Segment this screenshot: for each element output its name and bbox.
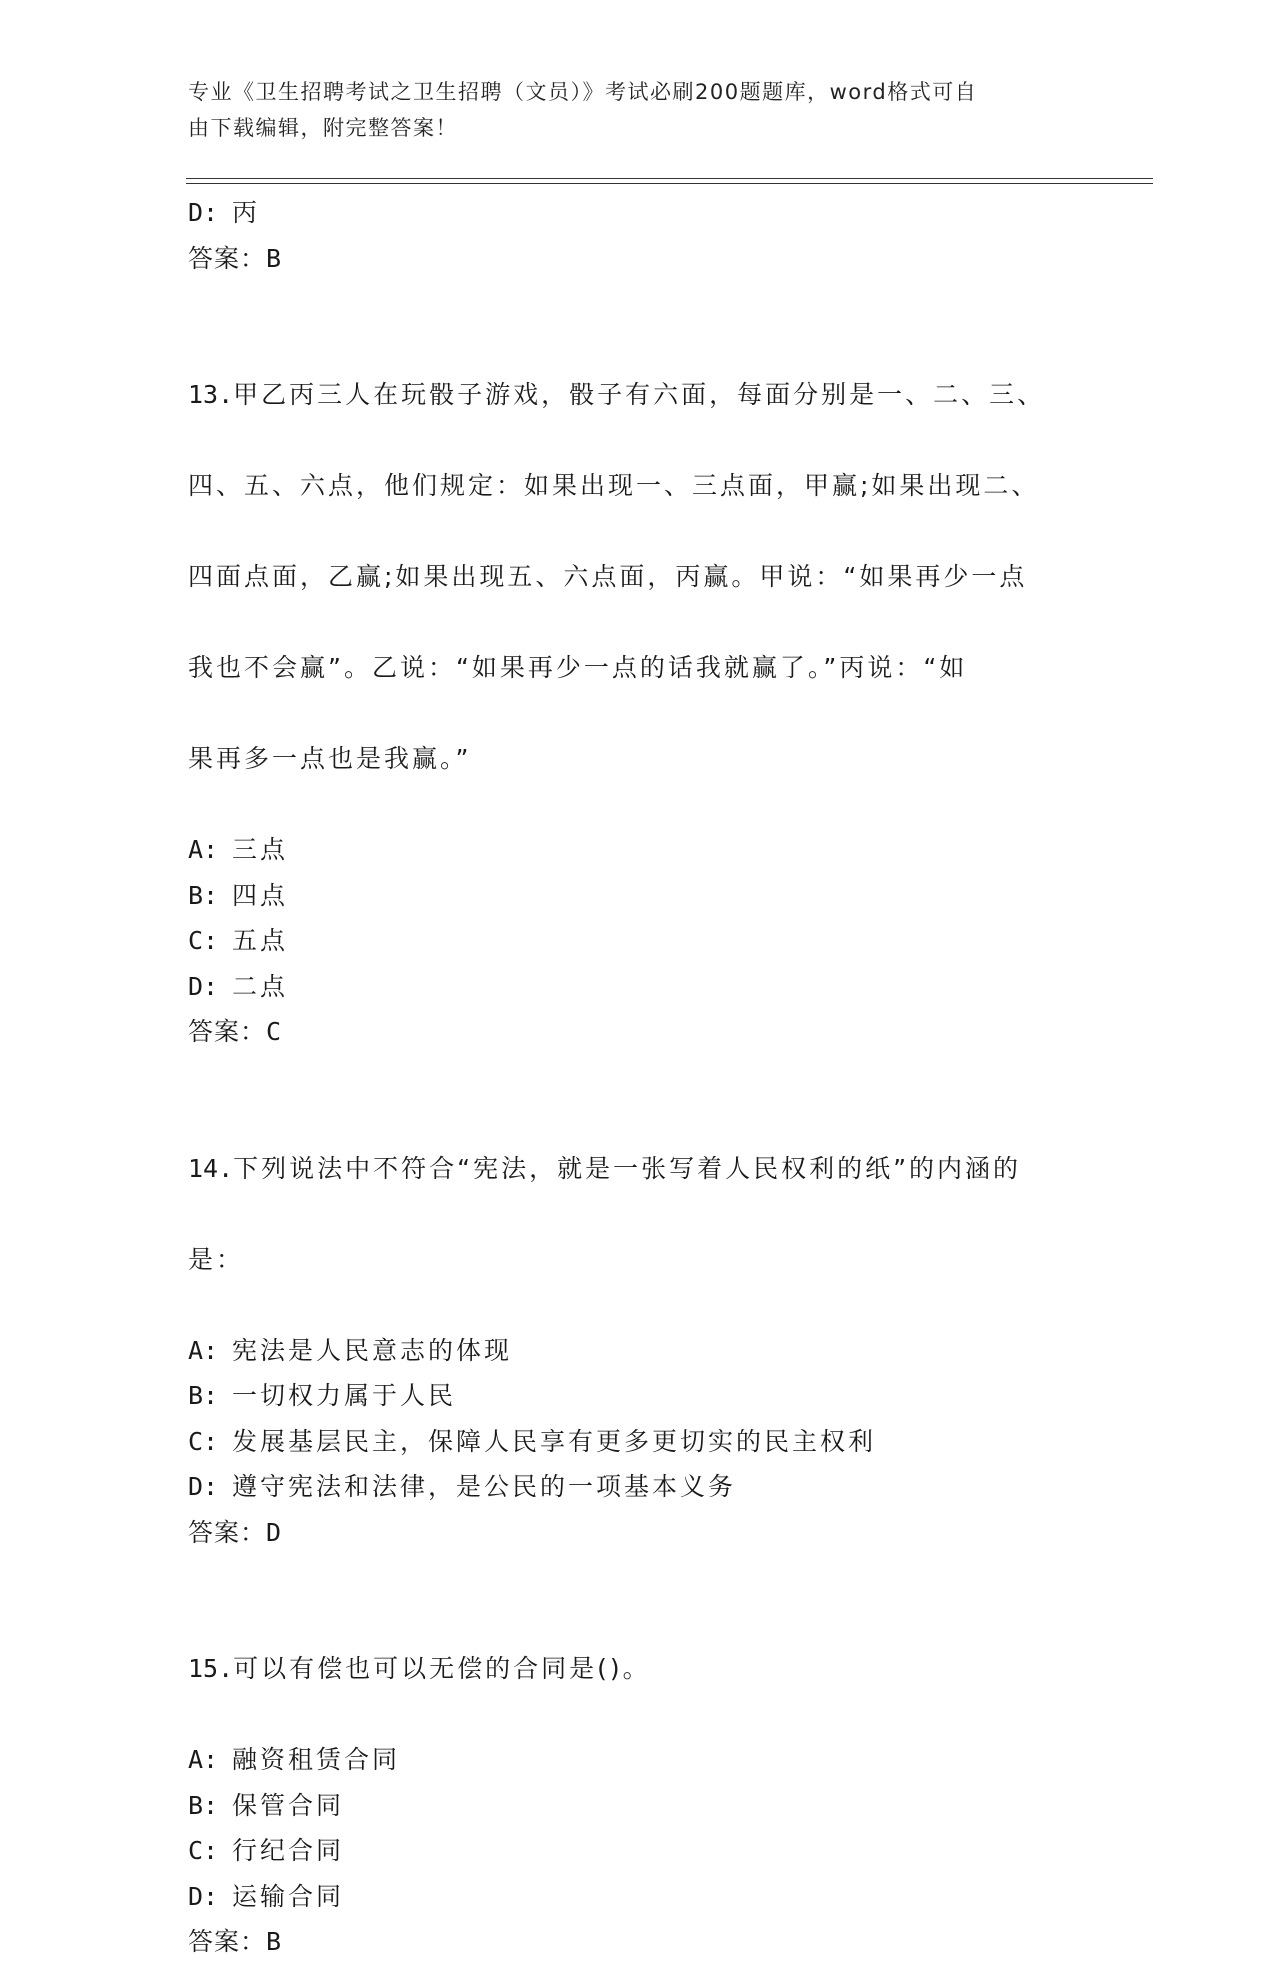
option-text: 四点: [232, 880, 289, 910]
prev-option-d: [188, 190, 1088, 236]
option-c: [188, 1828, 1088, 1874]
answer-label: 答案：: [188, 1927, 267, 1956]
answer-label: 答案：: [188, 1017, 267, 1046]
question-13: [188, 327, 1088, 1055]
answer-value: B: [266, 1927, 283, 1956]
question-line: 可以有偿也可以无偿的合同是()。: [233, 1654, 651, 1683]
question-line: 是：: [188, 1244, 245, 1274]
option-letter: B:: [188, 1381, 219, 1410]
option-letter: D:: [188, 198, 219, 227]
answer-value: C: [266, 1017, 283, 1046]
header-rule-top: [186, 178, 1153, 179]
option-letter: C:: [188, 1836, 219, 1865]
question-15: [188, 1601, 1088, 1965]
answer-label: 答案：: [188, 243, 267, 273]
answer-label: 答案：: [188, 1517, 267, 1547]
option-letter: D:: [188, 1472, 219, 1501]
option-text: 一切权力属于人民: [232, 1381, 457, 1410]
option-letter: C:: [188, 926, 219, 955]
option-text: 宪法是人民意志的体现: [232, 1335, 513, 1365]
header-line-2: 由下载编辑，附完整答案！: [188, 116, 458, 140]
question-number: 15.: [188, 1654, 234, 1683]
option-letter: D:: [188, 1881, 219, 1911]
option-b: [188, 1373, 1088, 1419]
answer-value: D: [266, 1517, 283, 1547]
header-line-1: 专业《卫生招聘考试之卫生招聘（文员）》考试必刷200题题库，word格式可自: [188, 80, 978, 104]
option-letter: B:: [188, 880, 219, 910]
option-d: [188, 964, 1088, 1010]
question-line: 甲乙丙三人在玩骰子游戏，骰子有六面，每面分别是一、二、三、: [233, 380, 1046, 409]
option-letter: A:: [188, 1335, 219, 1365]
option-b: [188, 873, 1088, 919]
answer-value: B: [266, 243, 283, 273]
question-line: 四面点面，乙赢;如果出现五、六点面，丙赢。甲说：“如果再少一点: [188, 562, 1028, 591]
option-d: [188, 1464, 1088, 1510]
question-14: [188, 1100, 1088, 1555]
question-text: [188, 1100, 1088, 1328]
prev-answer: [188, 236, 1088, 282]
question-line: 下列说法中不符合“宪法，就是一张写着人民权利的纸”的内涵的: [233, 1153, 1022, 1183]
option-b: [188, 1783, 1088, 1829]
option-text: 保管合同: [232, 1790, 345, 1820]
option-letter: C:: [188, 1426, 219, 1456]
option-text: 运输合同: [232, 1881, 345, 1911]
question-line: 四、五、六点，他们规定：如果出现一、三点面，甲赢;如果出现二、: [188, 471, 1040, 500]
question-number: 13.: [188, 380, 234, 409]
option-text: 发展基层民主，保障人民享有更多更切实的民主权利: [232, 1426, 877, 1456]
option-text: 遵守宪法和法律，是公民的一项基本义务: [232, 1472, 737, 1501]
option-c: [188, 1419, 1088, 1465]
answer: [188, 1510, 1088, 1556]
option-text: 三点: [232, 835, 289, 864]
option-letter: B:: [188, 1790, 219, 1820]
question-line: 果再多一点也是我赢。”: [188, 744, 472, 773]
option-letter: A:: [188, 1745, 219, 1774]
question-line: 我也不会赢”。乙说：“如果再少一点的话我就赢了。”丙说：“如: [188, 653, 968, 682]
option-letter: D:: [188, 971, 219, 1001]
document-body: [188, 190, 1088, 1965]
option-text: 二点: [232, 971, 289, 1001]
option-a: [188, 1328, 1088, 1374]
option-text: 丙: [232, 198, 261, 227]
question-text: [188, 327, 1088, 828]
option-text: 行纪合同: [232, 1836, 345, 1865]
question-text: [188, 1601, 1088, 1738]
question-number: 14.: [188, 1153, 234, 1183]
option-c: [188, 918, 1088, 964]
option-a: [188, 1737, 1088, 1783]
option-text: 五点: [232, 926, 289, 955]
option-letter: A:: [188, 835, 219, 864]
header-rule-bottom: [186, 183, 1153, 184]
document-header: [188, 74, 1088, 146]
option-text: 融资租赁合同: [232, 1745, 401, 1774]
option-d: [188, 1874, 1088, 1920]
option-a: [188, 827, 1088, 873]
answer: [188, 1009, 1088, 1055]
answer: [188, 1919, 1088, 1965]
